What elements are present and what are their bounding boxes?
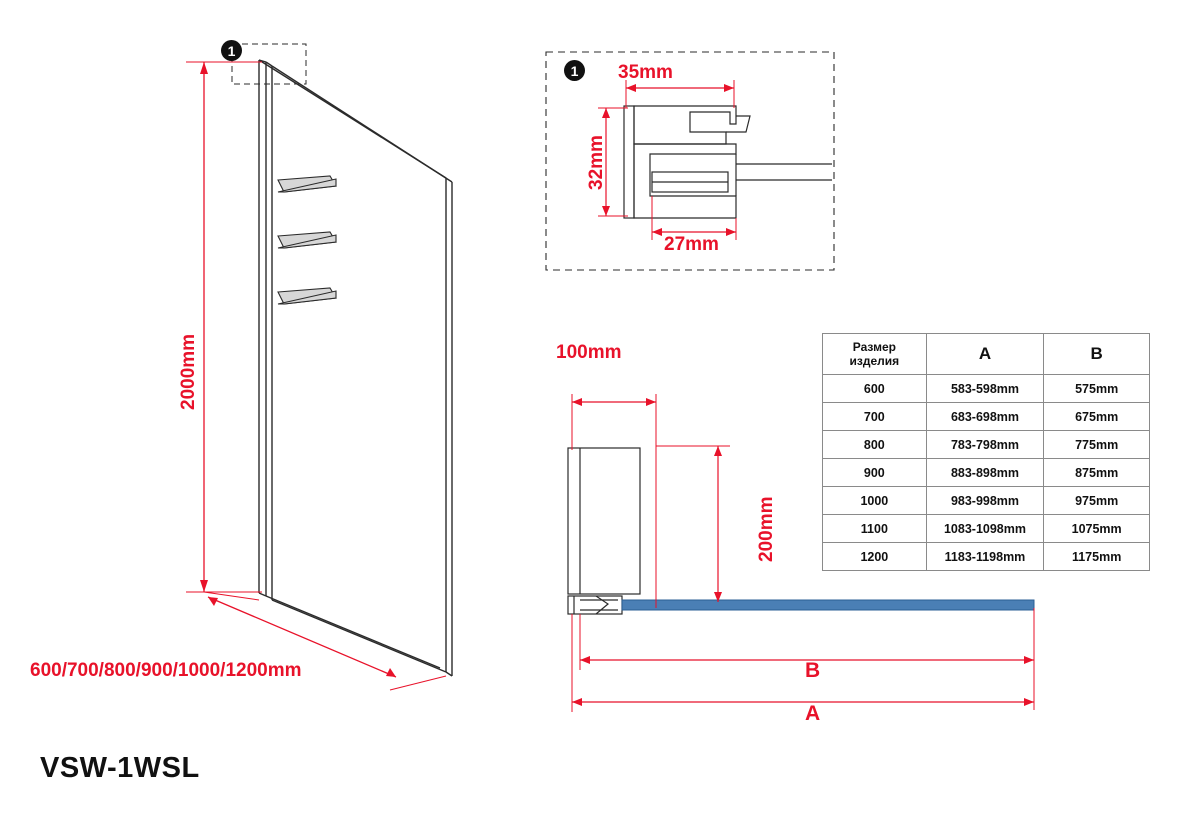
model-title: VSW-1WSL: [40, 752, 200, 784]
size-spec-table: [822, 333, 1150, 571]
cell-a: 883-898mm: [926, 459, 1044, 487]
cell-size: 1000: [823, 487, 927, 515]
cell-b: 575mm: [1044, 375, 1150, 403]
cell-a: 783-798mm: [926, 431, 1044, 459]
table-header-size: [823, 334, 927, 375]
cell-size: 800: [823, 431, 927, 459]
table-row: [823, 459, 1150, 487]
callout-marker-1-front: 1: [221, 40, 242, 61]
front-view-height-label: 2000mm: [178, 333, 199, 410]
front-view-width-options-label: 600/700/800/900/1000/1200mm: [30, 660, 302, 681]
cell-size: 900: [823, 459, 927, 487]
cell-b: 1075mm: [1044, 515, 1150, 543]
table-header-size-line1: Размер: [852, 340, 896, 354]
cell-a: 1183-1198mm: [926, 543, 1044, 571]
table-header-a: A: [926, 334, 1044, 375]
cell-size: 1200: [823, 543, 927, 571]
cell-a: 683-698mm: [926, 403, 1044, 431]
cell-a: 583-598mm: [926, 375, 1044, 403]
cell-size: 1100: [823, 515, 927, 543]
table-header-row: [823, 334, 1150, 375]
front-view-drawing: [0, 0, 520, 740]
table-row: [823, 515, 1150, 543]
table-row: [823, 543, 1150, 571]
table-row: [823, 375, 1150, 403]
table-row: [823, 431, 1150, 459]
cell-size: 700: [823, 403, 927, 431]
top-view-offset-label: 100mm: [556, 342, 622, 363]
cell-b: 1175mm: [1044, 543, 1150, 571]
table-row: [823, 403, 1150, 431]
cell-a: 1083-1098mm: [926, 515, 1044, 543]
cell-b: 675mm: [1044, 403, 1150, 431]
dimension-b-label: B: [805, 659, 821, 682]
table-header-size-line2: изделия: [849, 354, 900, 368]
table-header-b: B: [1044, 334, 1150, 375]
top-view-depth-label: 200mm: [756, 496, 777, 562]
callout-marker-1-detail: 1: [564, 60, 585, 81]
detail-height-label: 32mm: [586, 135, 607, 190]
cell-a: 983-998mm: [926, 487, 1044, 515]
cell-size: 600: [823, 375, 927, 403]
table-row: [823, 487, 1150, 515]
detail-inner-width-label: 27mm: [664, 234, 719, 255]
dimension-a-label: A: [805, 702, 821, 725]
cell-b: 975mm: [1044, 487, 1150, 515]
cell-b: 875mm: [1044, 459, 1150, 487]
cell-b: 775mm: [1044, 431, 1150, 459]
detail-width-label: 35mm: [618, 62, 673, 83]
